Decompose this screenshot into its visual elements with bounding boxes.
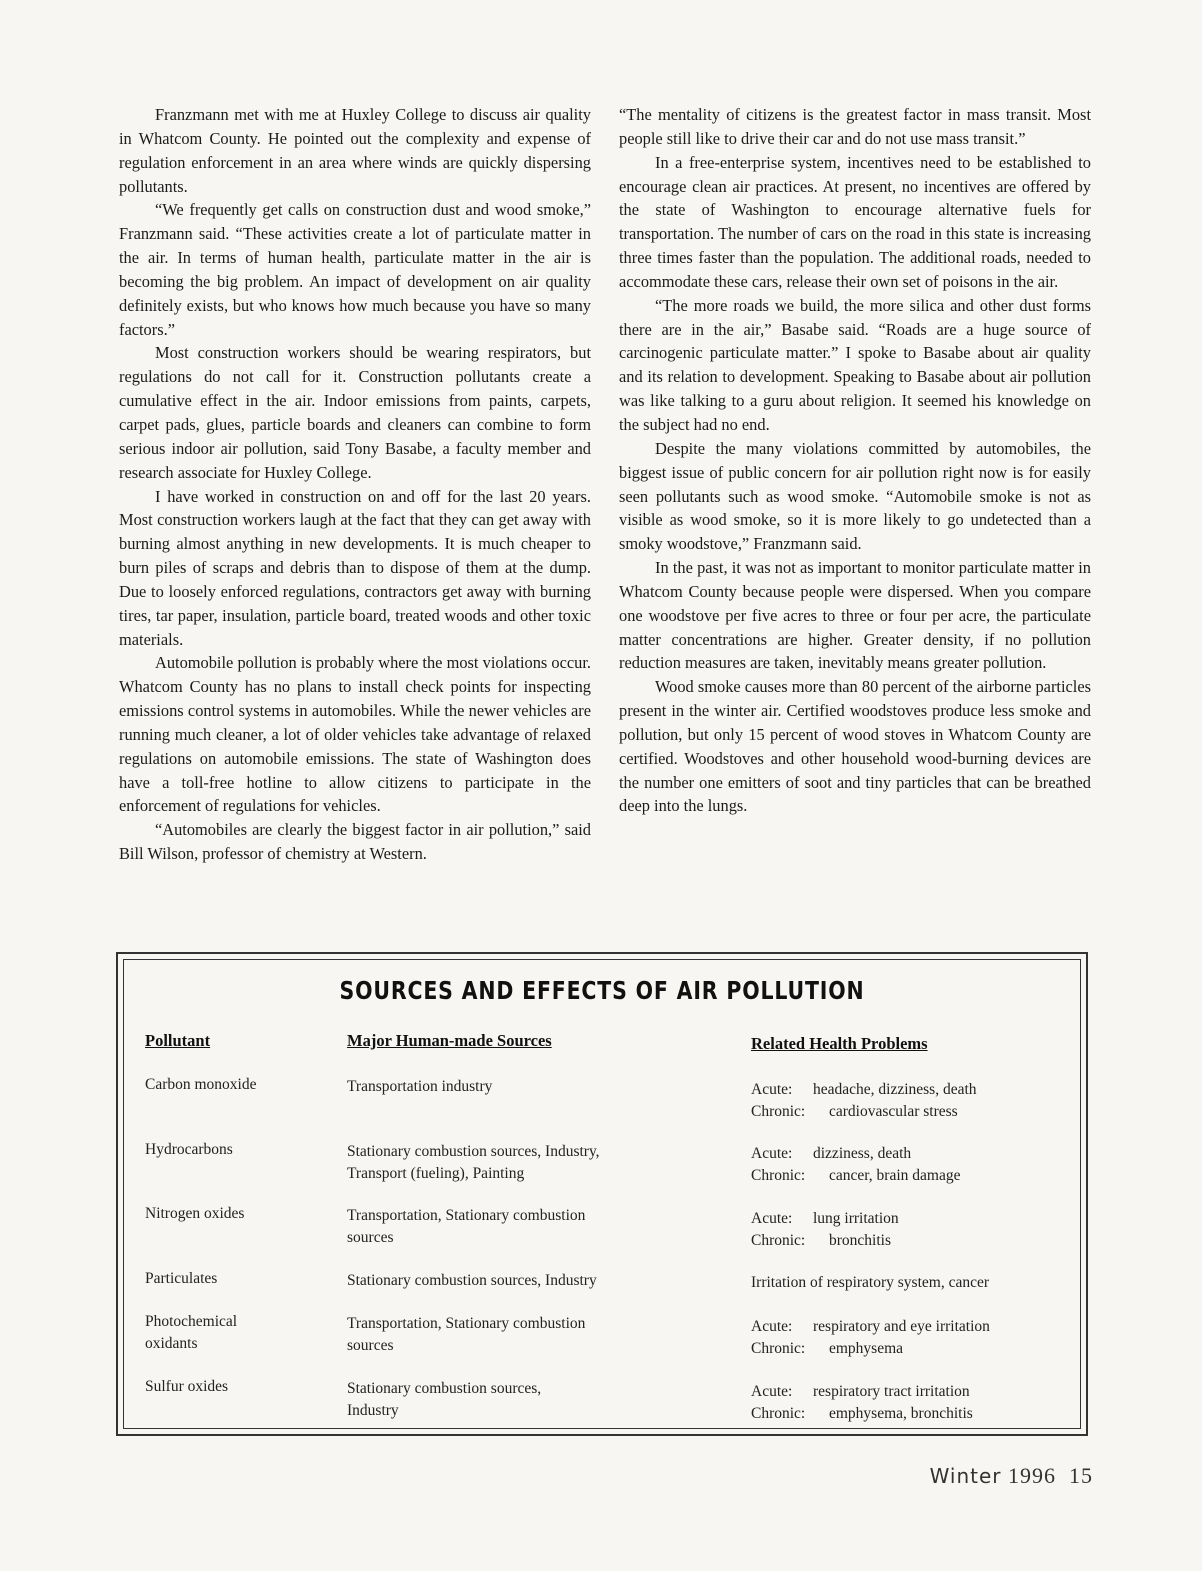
chronic-label: Chronic: [751, 1103, 806, 1120]
left-column [119, 103, 591, 866]
chronic-line [751, 1403, 973, 1425]
paragraph: Most construction workers should be wearing respirators, but regulations do not call for it. Construction pollutants create a cumulative effect in the air. Indoor emissions from paints, carpets, carpet pads, glues, particle boards and cleaners can combine to form serious indoor air pollution, said Tony Basabe, a faculty member and research associate for Huxley College. [119, 343, 591, 482]
chronic-label: Chronic: [751, 1405, 806, 1422]
right-column [619, 103, 1091, 866]
chronic-line [751, 1230, 899, 1252]
chronic-label: Chronic: [751, 1167, 806, 1184]
acute-label: Acute: [751, 1383, 793, 1400]
chronic-label: Chronic: [751, 1340, 806, 1357]
paragraph: In the past, it was not as important to monitor particulate matter in Whatcom County because people were dispersed. When you compare one woodstove per five acres to three or four per acre, the particulate matter concentrations are higher. Greater density, if no pollution reduction measures are taken, inevitably means greater pollution. [619, 558, 1091, 673]
page-footer [0, 1463, 1093, 1489]
sources-cell: Transportation, Stationary combustion sources [347, 1315, 586, 1354]
chronic-effects: bronchitis [829, 1232, 891, 1249]
paragraph: Wood smoke causes more than 80 percent of the airborne particles present in the winter air. Certified woodstoves produce less smoke and pollution, but only 15 percent of wood stoves in Whatcom County are certified. Woodstoves and other household wood-burning devices are the number one emitters of soot and tiny particles that can be breathed deep into the lungs. [619, 677, 1091, 816]
chronic-effects: emphysema [829, 1340, 904, 1357]
header-health: Related Health Problems [751, 1034, 928, 1053]
health-cell: Irritation of respiratory system, cancer [751, 1274, 990, 1291]
acute-line [751, 1079, 977, 1101]
chronic-effects: cancer, brain damage [829, 1167, 961, 1184]
acute-line [751, 1381, 973, 1403]
paragraph: “The more roads we build, the more silica and other dust forms there are in the air,” Basabe said. “Roads are a huge source of carcinogenic particulate matter.” I spoke to Basabe about air quality and its relation to development. Speaking to Basabe about air pollution was like talking to a guru about religion. It seemed his knowledge on the subject had no end. [619, 295, 1091, 434]
chronic-line [751, 1165, 960, 1187]
paragraph: Franzmann met with me at Huxley College to discuss air quality in Whatcom County. He pointed out the complexity and expense of regulation enforcement in an area where winds are quickly dispersing pollutants. [119, 105, 591, 196]
paragraph: I have worked in construction on and off for the last 20 years. Most construction workers laugh at the fact that they can get away with burning almost anything in new developments. It is much cheaper to burn piles of scraps and debris than to dispose of them at the dump. Due to loosely enforced regulations, contractors get away with burning tires, tar paper, insulation, particle board, treated woods and other toxic materials. [119, 486, 591, 649]
acute-effects: headache, dizziness, death [813, 1081, 977, 1098]
chronic-effects: cardiovascular stress [829, 1103, 958, 1120]
issue-year: 1996 [1008, 1463, 1056, 1488]
header-pollutant: Pollutant [145, 1031, 211, 1050]
sources-cell: Transportation, Stationary combustion sources [347, 1207, 586, 1246]
health-cell [751, 1208, 899, 1252]
acute-line [751, 1316, 990, 1338]
sources-cell: Stationary combustion sources, Industry, Transport (fueling), Painting [347, 1143, 600, 1182]
sources-cell: Transportation industry [347, 1078, 493, 1095]
pollutant-cell: Sulfur oxides [145, 1378, 229, 1395]
pollutant-cell: Photochemical oxidants [145, 1313, 238, 1352]
acute-label: Acute: [751, 1210, 793, 1227]
paragraph: “We frequently get calls on construction dust and wood smoke,” Franzmann said. “These activities create a lot of particulate matter in the air. In terms of human health, particulate matter in the air is becoming the big problem. An impact of development on air quality definitely exists, but who knows how much because you have so many factors.” [119, 200, 591, 339]
acute-line [751, 1143, 960, 1165]
health-cell [751, 1079, 977, 1123]
acute-label: Acute: [751, 1081, 793, 1098]
paragraph: Despite the many violations committed by automobiles, the biggest issue of public concern for air pollution right now is for easily seen pollutants such as wood smoke. “Automobile smoke is not as visible as wood smoke, so it is more likely to go undetected than a smoky woodstove,” Franzmann said. [619, 438, 1091, 554]
chronic-line [751, 1338, 990, 1360]
chronic-label: Chronic: [751, 1232, 806, 1249]
sources-cell: Stationary combustion sources, Industry [347, 1380, 542, 1419]
pollutant-cell: Particulates [145, 1270, 218, 1287]
table-title: SOURCES AND EFFECTS OF AIR POLLUTION [339, 976, 865, 1005]
page-number: 15 [1069, 1463, 1093, 1488]
paragraph: “The mentality of citizens is the greatest factor in mass transit. Most people still like to drive their car and do not use mass transit.” [619, 105, 1091, 148]
health-cell [751, 1143, 960, 1187]
acute-effects: lung irritation [813, 1210, 899, 1227]
acute-line [751, 1208, 899, 1230]
acute-label: Acute: [751, 1145, 793, 1162]
header-sources: Major Human-made Sources [347, 1031, 552, 1050]
acute-effects: respiratory and eye irritation [813, 1318, 990, 1335]
health-cell [751, 1316, 990, 1360]
acute-effects: dizziness, death [813, 1145, 912, 1162]
acute-label: Acute: [751, 1318, 793, 1335]
chronic-effects: emphysema, bronchitis [829, 1405, 973, 1422]
article-body [119, 103, 1091, 866]
pollutant-cell: Hydrocarbons [145, 1141, 233, 1158]
issue-season: Winter [929, 1464, 1002, 1488]
paragraph: “Automobiles are clearly the biggest factor in air pollution,” said Bill Wilson, professor of chemistry at Western. [119, 820, 591, 864]
sources-cell: Stationary combustion sources, Industry [347, 1272, 597, 1289]
acute-effects: respiratory tract irritation [813, 1383, 970, 1400]
health-cell [751, 1381, 973, 1425]
paragraph: Automobile pollution is probably where the most violations occur. Whatcom County has no plans to install check points for inspecting emissions control systems in automobiles. While the newer vehicles are running much cleaner, a lot of older vehicles take advantage of relaxed regulations on automobile emissions. The state of Washington does have a toll-free hotline to allow citizens to participate in the enforcement of regulations for vehicles. [119, 653, 591, 816]
paragraph: In a free-enterprise system, incentives need to be established to encourage clean air practices. At present, no incentives are offered by the state of Washington to encourage alternative fuels for transportation. The number of cars on the road in this state is increasing three times faster than the population. The additional roads, needed to accommodate these cars, release their own set of poisons in the air. [619, 152, 1091, 291]
chronic-line [751, 1101, 977, 1123]
pollutant-cell: Nitrogen oxides [145, 1205, 245, 1222]
pollutant-cell: Carbon monoxide [145, 1076, 257, 1093]
pollution-table [116, 952, 1088, 1436]
